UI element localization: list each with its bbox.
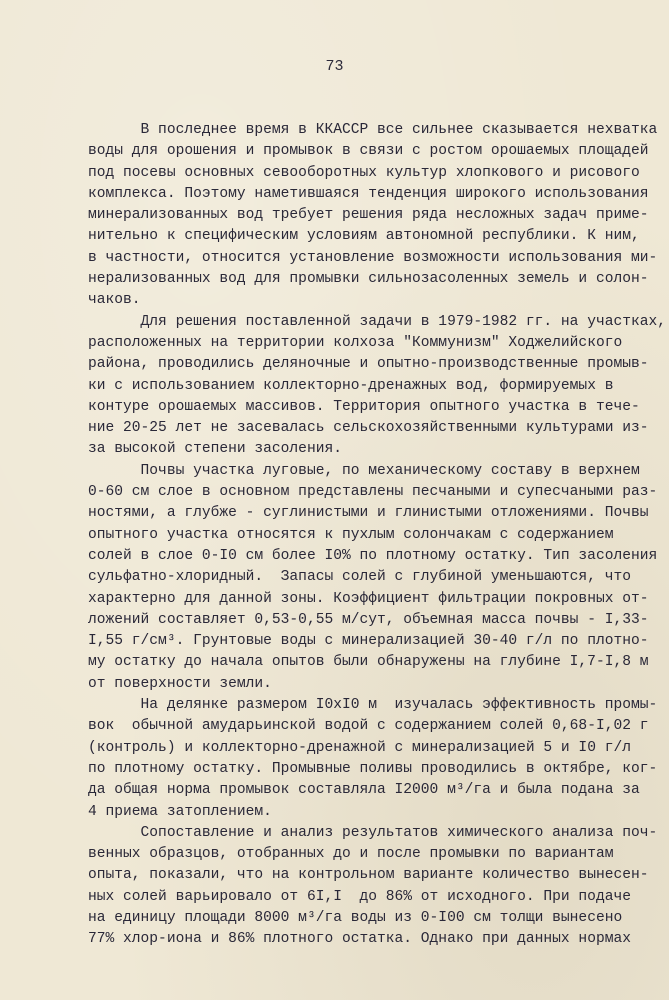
text-line: вок обычной амударьинской водой с содержанием солей 0,68-I,02 г	[88, 718, 649, 735]
text-line: района, проводились деляночные и опытно-производственные промыв-	[88, 356, 649, 373]
text-line: В последнее время в ККАССР все сильнее сказывается нехватка	[88, 122, 658, 138]
text-line: на единицу площади 8000 м³/га воды из 0-I00 см толщи вынесено	[88, 909, 623, 926]
text-line: нерализованных вод для промывки сильнозасоленных земель и солон-	[88, 271, 649, 288]
text-line: (контроль) и коллекторно-дренажной с минерализацией 5 и I0 г/л	[88, 739, 631, 756]
text-line: минерализованных вод требует решения ряда несложных задач приме-	[88, 207, 649, 224]
text-line: ложений составляет 0,53-0,55 м/сут, объемная масса почвы - I,33-	[88, 611, 649, 628]
text-line: Для решения поставленной задачи в 1979-1982 гг. на участках,	[88, 313, 667, 330]
text-line: Почвы участка луговые, по механическому составу в верхнем	[88, 462, 640, 479]
text-line: солей в слое 0-I0 см более I0% по плотному остатку. Тип засоления	[88, 547, 658, 564]
text-line: да общая норма промывок составляла I2000 м³/га и была подана за	[88, 782, 640, 799]
text-line: характерно для данной зоны. Коэффициент фильтрации покровных от-	[88, 590, 649, 607]
text-line: Сопоставление и анализ результатов химического анализа поч-	[88, 824, 658, 841]
text-line: по плотному остатку. Промывные поливы проводились в октябре, ког-	[88, 760, 658, 777]
text-line: 77% хлор-иона и 86% плотного остатка. Однако при данных нормах	[88, 931, 631, 948]
text-line: под посевы основных севооборотных культур хлопкового и рисового	[88, 164, 640, 181]
text-line: 0-60 см слое в основном представлены песчаными и супесчаными раз-	[88, 484, 658, 501]
text-line: опыта, показали, что на контрольном варианте количество вынесен-	[88, 867, 649, 884]
body-text	[88, 120, 667, 951]
text-line: расположенных на территории колхоза "Коммунизм" Ходжелийского	[88, 334, 623, 351]
text-line: ных солей варьировало от 6I,I до 86% от исходного. При подаче	[88, 888, 631, 905]
text-line: за высокой степени засоления.	[88, 441, 342, 458]
text-line: На делянке размером I0xI0 м изучалась эффективность промы-	[88, 697, 658, 714]
text-line: от поверхности земли.	[88, 675, 272, 692]
text-line: воды для орошения и промывок в связи с ростом орошаемых площадей	[88, 143, 649, 160]
text-line: 4 приема затоплением.	[88, 803, 272, 820]
text-line: I,55 г/см³. Грунтовые воды с минерализацией 30-40 г/л по плотно-	[88, 633, 649, 650]
text-line: му остатку до начала опытов были обнаружены на глубине I,7-I,8 м	[88, 654, 649, 671]
text-line: ки с использованием коллекторно-дренажных вод, формируемых в	[88, 377, 614, 394]
text-line: контуре орошаемых массивов. Территория опытного участка в тече-	[88, 398, 640, 415]
text-line: в частности, относится установление возможности использования ми-	[88, 249, 658, 266]
text-line: венных образцов, отобранных до и после промывки по вариантам	[88, 846, 614, 863]
text-line: нительно к специфическим условиям автономной республики. К ним,	[88, 228, 640, 245]
text-line: ностями, а глубже - суглинистыми и глинистыми отложениями. Почвы	[88, 505, 649, 522]
text-line: ние 20-25 лет не засевалась сельскохозяйственными культурами из-	[88, 420, 649, 437]
page-number: 73	[325, 58, 344, 75]
text-line: сульфатно-хлоридный. Запасы солей с глубиной уменьшаются, что	[88, 569, 631, 586]
text-line: чаков.	[88, 292, 141, 309]
text-line: опытного участка относятся к пухлым солончакам с содержанием	[88, 526, 614, 543]
text-line: комплекса. Поэтому наметившаяся тенденция широкого использования	[88, 185, 649, 202]
